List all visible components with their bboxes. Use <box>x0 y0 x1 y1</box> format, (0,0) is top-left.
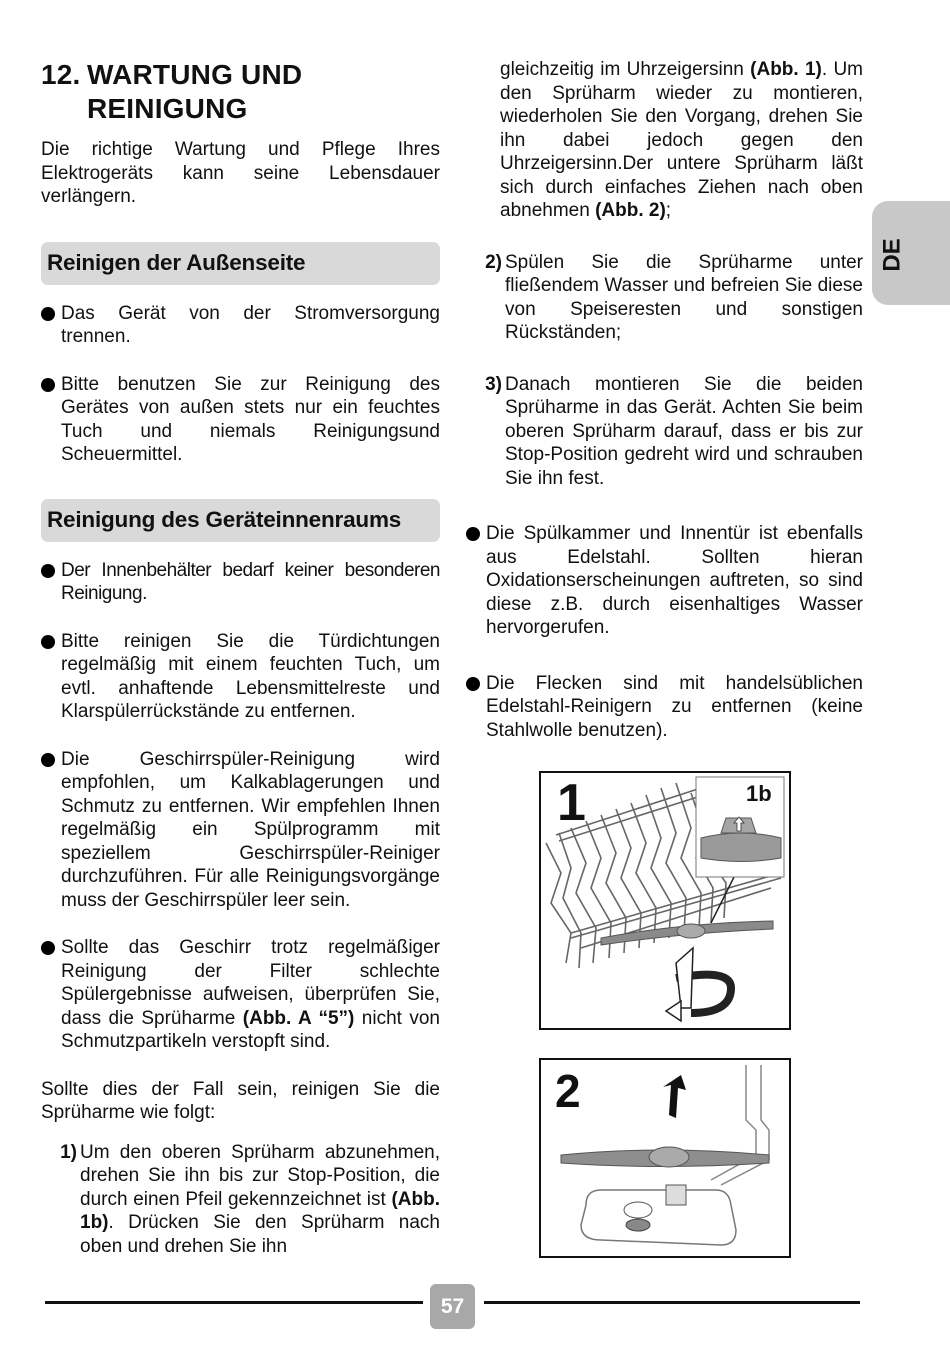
figure-reference: (Abb. A “5”) <box>242 1007 355 1029</box>
list-item: Die Spülkammer und Innentür ist ebenfalls aus Edelstahl. Sollten hieran Oxidationserscheinungen auftreten, so sind diese z.B. durch eisenhaltiges Wasser hervorgerufen. <box>466 522 863 640</box>
chapter-title <box>41 58 440 126</box>
bullet-icon <box>41 941 55 955</box>
chapter-title-line1: WARTUNG UND <box>87 59 303 90</box>
step-number: 2) <box>485 251 502 273</box>
section-heading-interior: Reinigung des Geräteinnenraums <box>41 499 440 542</box>
list-item: Der Innenbehälter bedarf keiner besonderen Reinigung. <box>41 559 440 606</box>
step-number: 1) <box>60 1141 77 1163</box>
list-item: Die Flecken sind mit handelsüblichen Edelstahl-Reinigern zu entfernen (keine Stahlwolle benutzen). <box>466 672 863 743</box>
bullet-icon <box>466 677 480 691</box>
figure-reference: (Abb. 2) <box>595 200 666 221</box>
intro-paragraph: Die richtige Wartung und Pflege Ihres Elektrogeräts kann seine Lebensdauer verlängern. <box>41 139 440 207</box>
footer-rule-left <box>45 1301 423 1304</box>
figure-upper-spray-arm <box>539 771 791 1030</box>
language-tab: DE <box>872 201 950 305</box>
list-item: Das Gerät von der Stromversorgung trennen. <box>41 302 440 349</box>
step-continuation: gleichzeitig im Uhrzeigersinn (Abb. 1). Um den Sprüharm wieder zu montieren, wiederholen Sie den Vorgang, drehen Sie ihn dabei jedoch gegen den Uhrzeigersinn.Der untere Sprüharm läßt sich durch einfaches Ziehen nach oben abnehmen (Abb. 2); <box>500 59 863 221</box>
chapter-number: 12. <box>41 59 81 90</box>
bullet-icon <box>466 527 480 541</box>
list-item: Die Geschirrspüler-Reinigung wird empfohlen, um Kalkablagerungen und Schmutz zu entfernen. Wir empfehlen Ihnen regelmäßig ein Spülprogramm mit speziellem Geschirrspüler-Reiniger durchzuführen. Für alle Reinigungsvorgänge muss der Geschirrspüler leer sein. <box>41 748 440 913</box>
figure-label: 1 <box>557 774 586 832</box>
list-item: Bitte benutzen Sie zur Reinigung des Gerätes von außen stets nur ein feuchtes Tuch und niemals Reinigungsund Scheuermittel. <box>41 373 440 467</box>
bullet-icon <box>41 635 55 649</box>
arrow-up-icon <box>663 1075 686 1118</box>
rotate-arrow-icon <box>666 948 731 1021</box>
followup-paragraph: Sollte dies der Fall sein, reinigen Sie die Sprüharme wie folgt: <box>41 1078 440 1123</box>
right-column <box>466 58 863 766</box>
figure-label: 1b <box>746 781 772 806</box>
section-heading-exterior: Reinigen der Außenseite <box>41 242 440 285</box>
step-number: 3) <box>485 373 502 395</box>
figure-reference: (Abb. 1) <box>750 59 822 80</box>
step-item: 2) Spülen Sie die Sprüharme unter fließendem Wasser und befreien Sie diese von Speiseresten und sonstigen Rückständen; <box>466 251 863 345</box>
figure-reference: (Abb. 1b) <box>80 1188 440 1233</box>
figure-lower-spray-arm <box>539 1058 791 1258</box>
bullet-icon <box>41 307 55 321</box>
figure-label: 2 <box>555 1065 581 1117</box>
left-column <box>41 58 440 1286</box>
page-number: 57 <box>430 1284 475 1329</box>
step-item: 3) Danach montieren Sie die beiden Sprüharme in das Gerät. Achten Sie beim oberen Sprüharm darauf, dass er bis zur Stop-Position gedreht wird und schrauben Sie ihn fest. <box>466 373 863 491</box>
chapter-title-line2: REINIGUNG <box>87 93 248 124</box>
bullet-icon <box>41 378 55 392</box>
bullet-icon <box>41 753 55 767</box>
bullet-icon <box>41 564 55 578</box>
step-item: 1) Um den oberen Sprüharm abzunehmen, drehen Sie ihn bis zur Stop-Position, die durch einen Pfeil gekennzeichnet ist (Abb. 1b). Drücken Sie den Sprüharm nach oben und drehen Sie ihn <box>41 1141 440 1259</box>
list-item: Bitte reinigen Sie die Türdichtungen regelmäßig mit einem feuchten Tuch, um evtl. anhaftende Lebensmittelreste und Klarspülerrückstände zu entfernen. <box>41 630 440 724</box>
footer-rule-right <box>484 1301 860 1304</box>
list-item: Sollte das Geschirr trotz regelmäßiger Reinigung der Filter schlechte Spülergebnisse aufweisen, überprüfen Sie, dass die Sprüharme (Abb. A “5”) nicht von Schmutzpartikeln verstopft sind. <box>41 936 440 1054</box>
